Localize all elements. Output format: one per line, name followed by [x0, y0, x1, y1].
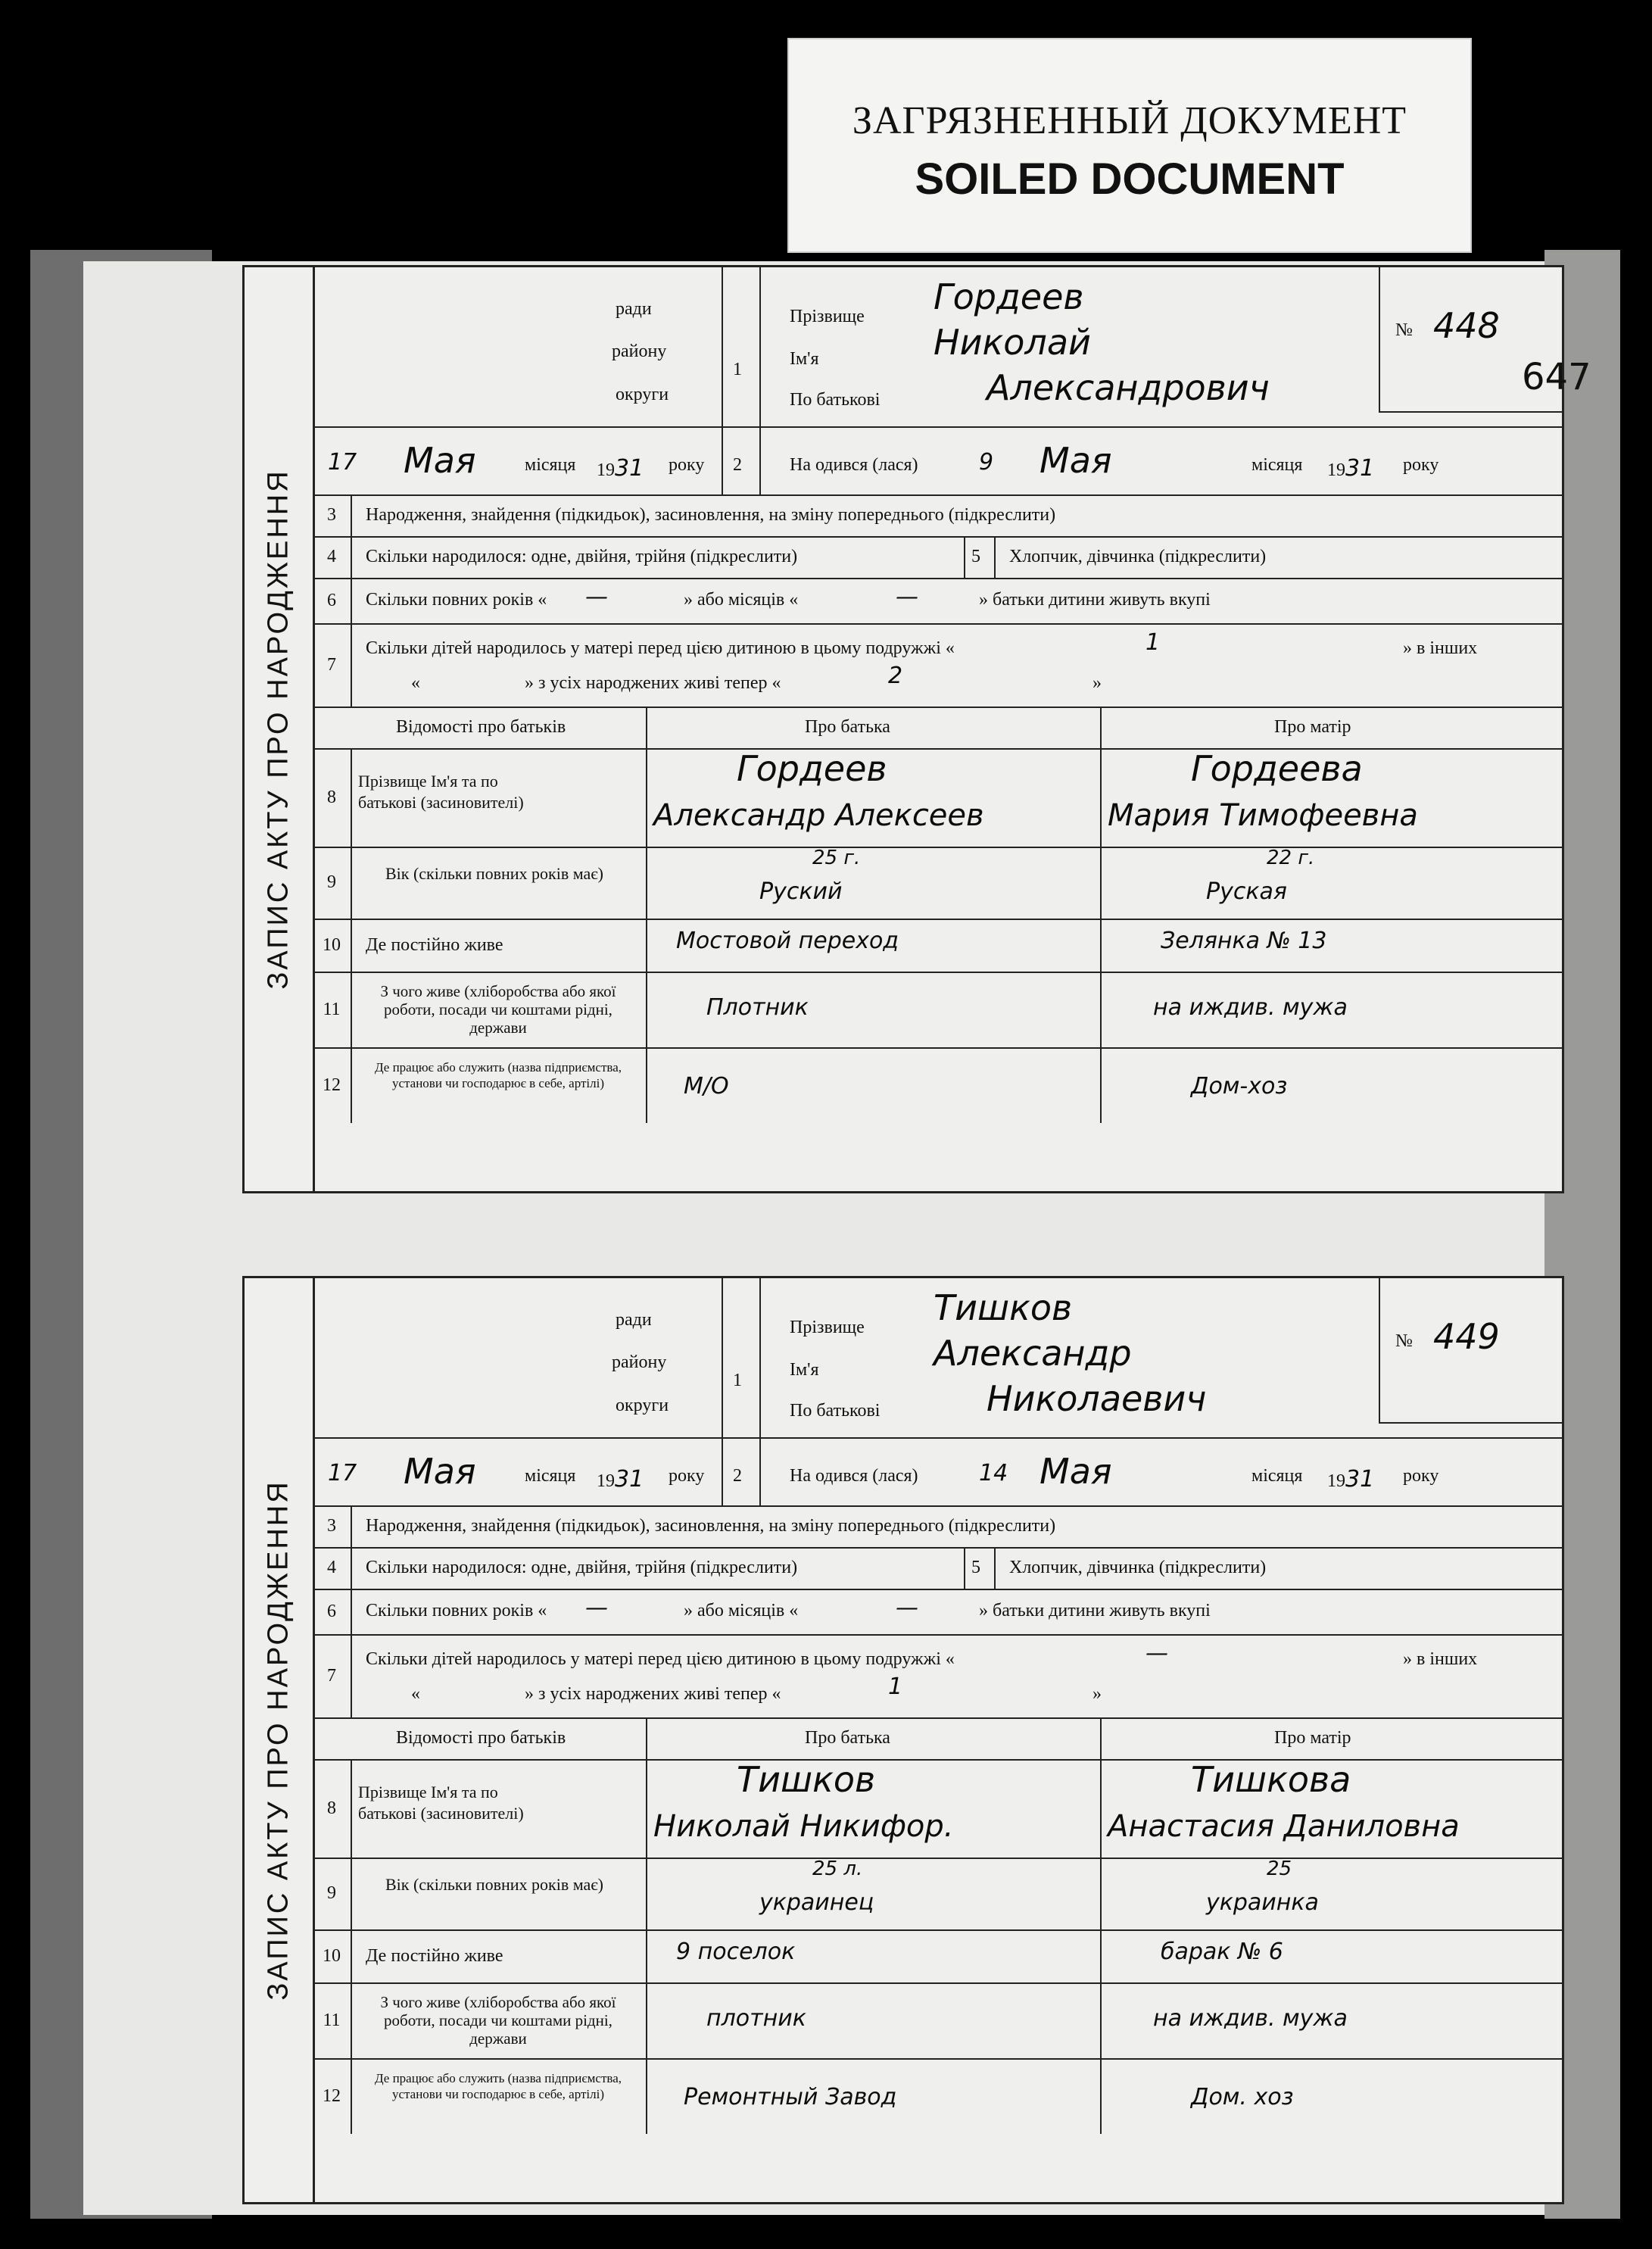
row-3: 3 Народження, знайдення (підкидьок), засиновлення, на зміну попереднього (підкреслити) — [313, 494, 1562, 538]
row-8: 8 Прізвище Ім'я та по батькові (засиновителі) Гордеев Александр Алексеев Гордеева Мария Тимофеевна — [313, 748, 1562, 848]
soiled-document-label — [787, 38, 1472, 253]
labels-r5: Хлопчик, дівчинка (підкреслити) — [1009, 547, 1267, 566]
row-9: 9 Вік (скільки повних років має) 25 л. украинец 25 украинка — [313, 1858, 1562, 1931]
header-block: ради району округи 1 Прізвище Ім'я По батькові Гордеев Николай Александрович № 448 17 Мая місяця 1931 року 2 На одився (лася) 9 Мая місяця 1931 року — [313, 267, 1562, 496]
rec-prev-children: 1 — [1145, 629, 1161, 656]
row-4-5: 4 Скільки народилося: одне, двійня, трійня (підкреслити) 5 Хлопчик, дівчинка (підкреслити) — [313, 1547, 1562, 1590]
rec-mother-work: Дом-хоз — [1191, 1073, 1288, 1100]
labels-r7c: « — [411, 673, 420, 693]
rec-mother-age: 22 г. — [1267, 847, 1315, 869]
labels-misyatsia: місяця — [525, 1466, 576, 1486]
labels-father: Про батька — [805, 1728, 890, 1748]
rec-mother-age: 25 — [1267, 1858, 1292, 1880]
labels-raionu: району — [612, 342, 667, 361]
rec-mother-work: Дом. хоз — [1191, 2084, 1294, 2110]
row-10: 10 Де постійно живе Мостовой переход Зелянка № 13 — [313, 919, 1562, 973]
child-patronymic: Николаевич — [987, 1378, 1207, 1419]
labels-r7d: » з усіх народжених живі тепер « — [525, 673, 781, 693]
labels-r4: Скільки народилося: одне, двійня, трійня (підкреслити) — [366, 1558, 798, 1577]
rec-months-together: — — [896, 1595, 918, 1621]
rec-birth-year: 31 — [1345, 1466, 1375, 1493]
labels-patronymic: По батькові — [790, 1401, 881, 1421]
rec-birth-year: 31 — [1345, 455, 1375, 482]
birth-record-form-2 — [242, 1276, 1564, 2204]
labels-r4: Скільки народилося: одне, двійня, трійня (підкреслити) — [366, 547, 798, 566]
rec-father-address: 9 поселок — [676, 1939, 796, 1965]
row-9: 9 Вік (скільки повних років має) 25 г. Руский 22 г. Руская — [313, 847, 1562, 920]
parents-header — [313, 1717, 1562, 1761]
labels-r9: Вік (скільки повних років має) — [385, 864, 604, 883]
father-surname: Тишков — [737, 1759, 876, 1800]
row-11: 11 З чого живе (хліборобства або якої роботи, посади чи коштами рідні, держави плотник на иждив. мужа — [313, 1982, 1562, 2060]
rec-father-nat: Руский — [759, 878, 843, 905]
reg-day: 17 — [328, 1460, 357, 1486]
row-12: 12 Де працює або служить (назва підприємства, установи чи господарює в себе, артілі) М/О Дом-хоз — [313, 1047, 1562, 1123]
labels-r12: Де працює або служить (назва підприємства, установи чи господарює в себе, артілі) — [374, 1060, 622, 1090]
mother-surname: Тишкова — [1191, 1759, 1351, 1800]
labels-rady: ради — [616, 1310, 652, 1330]
labels-r6b: » або місяців « — [684, 1601, 799, 1620]
labels-r11: З чого живе (хліборобства або якої роботи, посади чи коштами рідні, держави — [380, 982, 616, 1037]
row-12: 12 Де працює або служить (назва підприємства, установи чи господарює в себе, артілі) Ремонтный Завод Дом. хоз — [313, 2058, 1562, 2134]
labels-roku: року — [669, 455, 705, 475]
mother-name: Анастасия Даниловна — [1108, 1809, 1460, 1844]
rec-reg-year: 31 — [615, 455, 644, 482]
labels-misyatsia: місяця — [525, 455, 576, 475]
rec-father-work: М/О — [684, 1073, 729, 1100]
rec-father-nat: украинец — [759, 1889, 874, 1916]
labels-year-prefix: 19 — [1327, 1471, 1345, 1491]
father-name: Александр Алексеев — [653, 798, 984, 833]
rec-father-work: Ремонтный Завод — [684, 2084, 897, 2110]
rec-mother-address: барак № 6 — [1161, 1939, 1283, 1965]
labels-year-prefix: 19 — [597, 460, 615, 480]
birth-day: 9 — [979, 449, 994, 476]
child-patronymic: Александрович — [987, 367, 1270, 408]
labels-r8: Прізвище Ім'я та по батькові (засиновителі) — [358, 1783, 524, 1823]
labels-r5: Хлопчик, дівчинка (підкреслити) — [1009, 1558, 1267, 1577]
mother-surname: Гордеева — [1191, 748, 1363, 789]
reg-month: Мая — [404, 440, 476, 481]
labels-r7e: » — [1093, 673, 1102, 693]
parents-header — [313, 707, 1562, 750]
rec-mother-nat: Руская — [1206, 878, 1287, 905]
labels-r7a: Скільки дітей народилось у матері перед цією дитиною в цьому подружжі « — [366, 638, 955, 658]
labels-r7a: Скільки дітей народилось у матері перед цією дитиною в цьому подружжі « — [366, 1649, 955, 1669]
labels-parents: Відомості про батьків — [396, 1728, 566, 1748]
labels-roku: року — [669, 1466, 705, 1486]
stamp-en: SOILED DOCUMENT — [915, 154, 1345, 204]
rec-father-age: 25 л. — [812, 1858, 863, 1880]
record-number: 448 — [1433, 305, 1500, 346]
rec-mother-address: Зелянка № 13 — [1161, 928, 1327, 954]
row-8: 8 Прізвище Ім'я та по батькові (засиновителі) Тишков Николай Никифор. Тишкова Анастасия Даниловна — [313, 1759, 1562, 1859]
labels-mother: Про матір — [1274, 1728, 1351, 1748]
labels-r7e: » — [1093, 1684, 1102, 1704]
labels-year-prefix: 19 — [1327, 460, 1345, 480]
birth-month: Мая — [1040, 1451, 1112, 1492]
labels-no: № — [1395, 1331, 1413, 1351]
rec-father-address: Мостовой переход — [676, 928, 899, 954]
labels-misyatsia: місяця — [1251, 455, 1303, 475]
labels-parents: Відомості про батьків — [396, 717, 566, 737]
mother-name: Мария Тимофеевна — [1108, 798, 1418, 833]
stamp-ru: ЗАГРЯЗНЕННЫЙ ДОКУМЕНТ — [852, 99, 1407, 142]
labels-mother: Про матір — [1274, 717, 1351, 737]
labels-r7c: « — [411, 1684, 420, 1704]
labels-father: Про батька — [805, 717, 890, 737]
form-side-title — [245, 267, 315, 1191]
labels-name: Ім'я — [790, 1360, 819, 1380]
rec-months-together: — — [896, 584, 918, 610]
row-6: 6 Скільки повних років « — » або місяців « — » батьки дитини живуть вкупі — [313, 578, 1562, 625]
labels-roku: року — [1403, 455, 1439, 475]
child-surname: Гордеев — [934, 276, 1084, 317]
child-surname: Тишков — [934, 1287, 1073, 1328]
labels-surname: Прізвище — [790, 1318, 865, 1337]
rec-years-together: — — [585, 584, 608, 610]
rec-mother-occupation: на иждив. мужа — [1153, 2005, 1348, 2032]
rec-mother-occupation: на иждив. мужа — [1153, 994, 1348, 1021]
labels-r10: Де постійно живе — [366, 1946, 503, 1966]
labels-r3: Народження, знайдення (підкидьок), засиновлення, на зміну попереднього (підкреслити) — [366, 505, 1056, 525]
record-number-box — [1379, 1278, 1562, 1424]
labels-side-title: ЗАПИС АКТУ ПРО НАРОДЖЕННЯ — [262, 1480, 295, 2001]
row-3: 3 Народження, знайдення (підкидьок), засиновлення, на зміну попереднього (підкреслити) — [313, 1505, 1562, 1549]
labels-r6c: » батьки дитини живуть вкупі — [979, 590, 1211, 610]
birth-record-form-1 — [242, 265, 1564, 1193]
rec-years-together: — — [585, 1595, 608, 1621]
father-name: Николай Никифор. — [653, 1809, 954, 1844]
rec-reg-year: 31 — [615, 1466, 644, 1493]
row-6: 6 Скільки повних років « — » або місяців « — » батьки дитини живуть вкупі — [313, 1589, 1562, 1636]
row-4-5: 4 Скільки народилося: одне, двійня, трійня (підкреслити) 5 Хлопчик, дівчинка (підкреслити) — [313, 536, 1562, 579]
row-10: 10 Де постійно живе 9 поселок барак № 6 — [313, 1929, 1562, 1984]
form-side-title — [245, 1278, 315, 2202]
rec-prev-children: — — [1145, 1640, 1168, 1667]
margin-note: 647 — [1522, 356, 1591, 398]
rec-father-occupation: плотник — [706, 2005, 806, 2032]
labels-r3: Народження, знайдення (підкидьок), засиновлення, на зміну попереднього (підкреслити) — [366, 1516, 1056, 1536]
labels-born: На одився (лася) — [790, 1466, 918, 1486]
labels-name: Ім'я — [790, 349, 819, 369]
rec-mother-nat: украинка — [1206, 1889, 1319, 1916]
child-name: Александр — [934, 1333, 1132, 1374]
labels-r6c: » батьки дитини живуть вкупі — [979, 1601, 1211, 1620]
father-surname: Гордеев — [737, 748, 887, 789]
reg-day: 17 — [328, 449, 357, 476]
labels-rady: ради — [616, 299, 652, 319]
labels-r6a: Скільки повних років « — [366, 1601, 547, 1620]
labels-r12: Де працює або служить (назва підприємства, установи чи господарює в себе, артілі) — [374, 2071, 622, 2101]
rec-father-occupation: Плотник — [706, 994, 809, 1021]
labels-r7d: » з усіх народжених живі тепер « — [525, 1684, 781, 1704]
labels-side-title: ЗАПИС АКТУ ПРО НАРОДЖЕННЯ — [262, 469, 295, 990]
labels-r10: Де постійно живе — [366, 935, 503, 955]
labels-misyatsia: місяця — [1251, 1466, 1303, 1486]
labels-surname: Прізвище — [790, 307, 865, 326]
labels-r7b: » в інших — [1403, 638, 1478, 658]
labels-no: № — [1395, 320, 1413, 340]
labels-r7b: » в інших — [1403, 1649, 1478, 1669]
labels-okruhy: округи — [616, 385, 669, 404]
labels-r8: Прізвище Ім'я та по батькові (засиновителі) — [358, 772, 524, 812]
rec-living-children: 1 — [888, 1673, 903, 1700]
reg-month: Мая — [404, 1451, 476, 1492]
labels-r9: Вік (скільки повних років має) — [385, 1875, 604, 1894]
rec-living-children: 2 — [888, 663, 903, 689]
row-7: 7 Скільки дітей народилось у матері перед цією дитиною в цьому подружжі « 1 » в інших « » з усіх народжених живі тепер « 2 » — [313, 623, 1562, 708]
labels-r6a: Скільки повних років « — [366, 590, 547, 610]
labels-patronymic: По батькові — [790, 390, 881, 410]
row-11: 11 З чого живе (хліборобства або якої роботи, посади чи коштами рідні, держави Плотник на иждив. мужа — [313, 972, 1562, 1049]
child-name: Николай — [934, 322, 1091, 363]
labels-okruhy: округи — [616, 1396, 669, 1415]
rec-father-age: 25 г. — [812, 847, 861, 869]
labels-raionu: району — [612, 1352, 667, 1372]
labels-born: На одився (лася) — [790, 455, 918, 475]
record-number: 449 — [1433, 1316, 1500, 1357]
birth-day: 14 — [979, 1460, 1008, 1486]
header-block: ради району округи 1 Прізвище Ім'я По батькові Тишков Александр Николаевич № 449 17 Мая місяця 1931 року 2 На одився (лася) 14 Мая місяця 1931 року — [313, 1278, 1562, 1507]
labels-roku: року — [1403, 1466, 1439, 1486]
labels-r6b: » або місяців « — [684, 590, 799, 610]
labels-year-prefix: 19 — [597, 1471, 615, 1491]
birth-month: Мая — [1040, 440, 1112, 481]
row-7: 7 Скільки дітей народилось у матері перед цією дитиною в цьому подружжі « — » в інших « » з усіх народжених живі тепер « 1 » — [313, 1634, 1562, 1719]
labels-r11: З чого живе (хліборобства або якої роботи, посади чи коштами рідні, держави — [380, 1993, 616, 2048]
